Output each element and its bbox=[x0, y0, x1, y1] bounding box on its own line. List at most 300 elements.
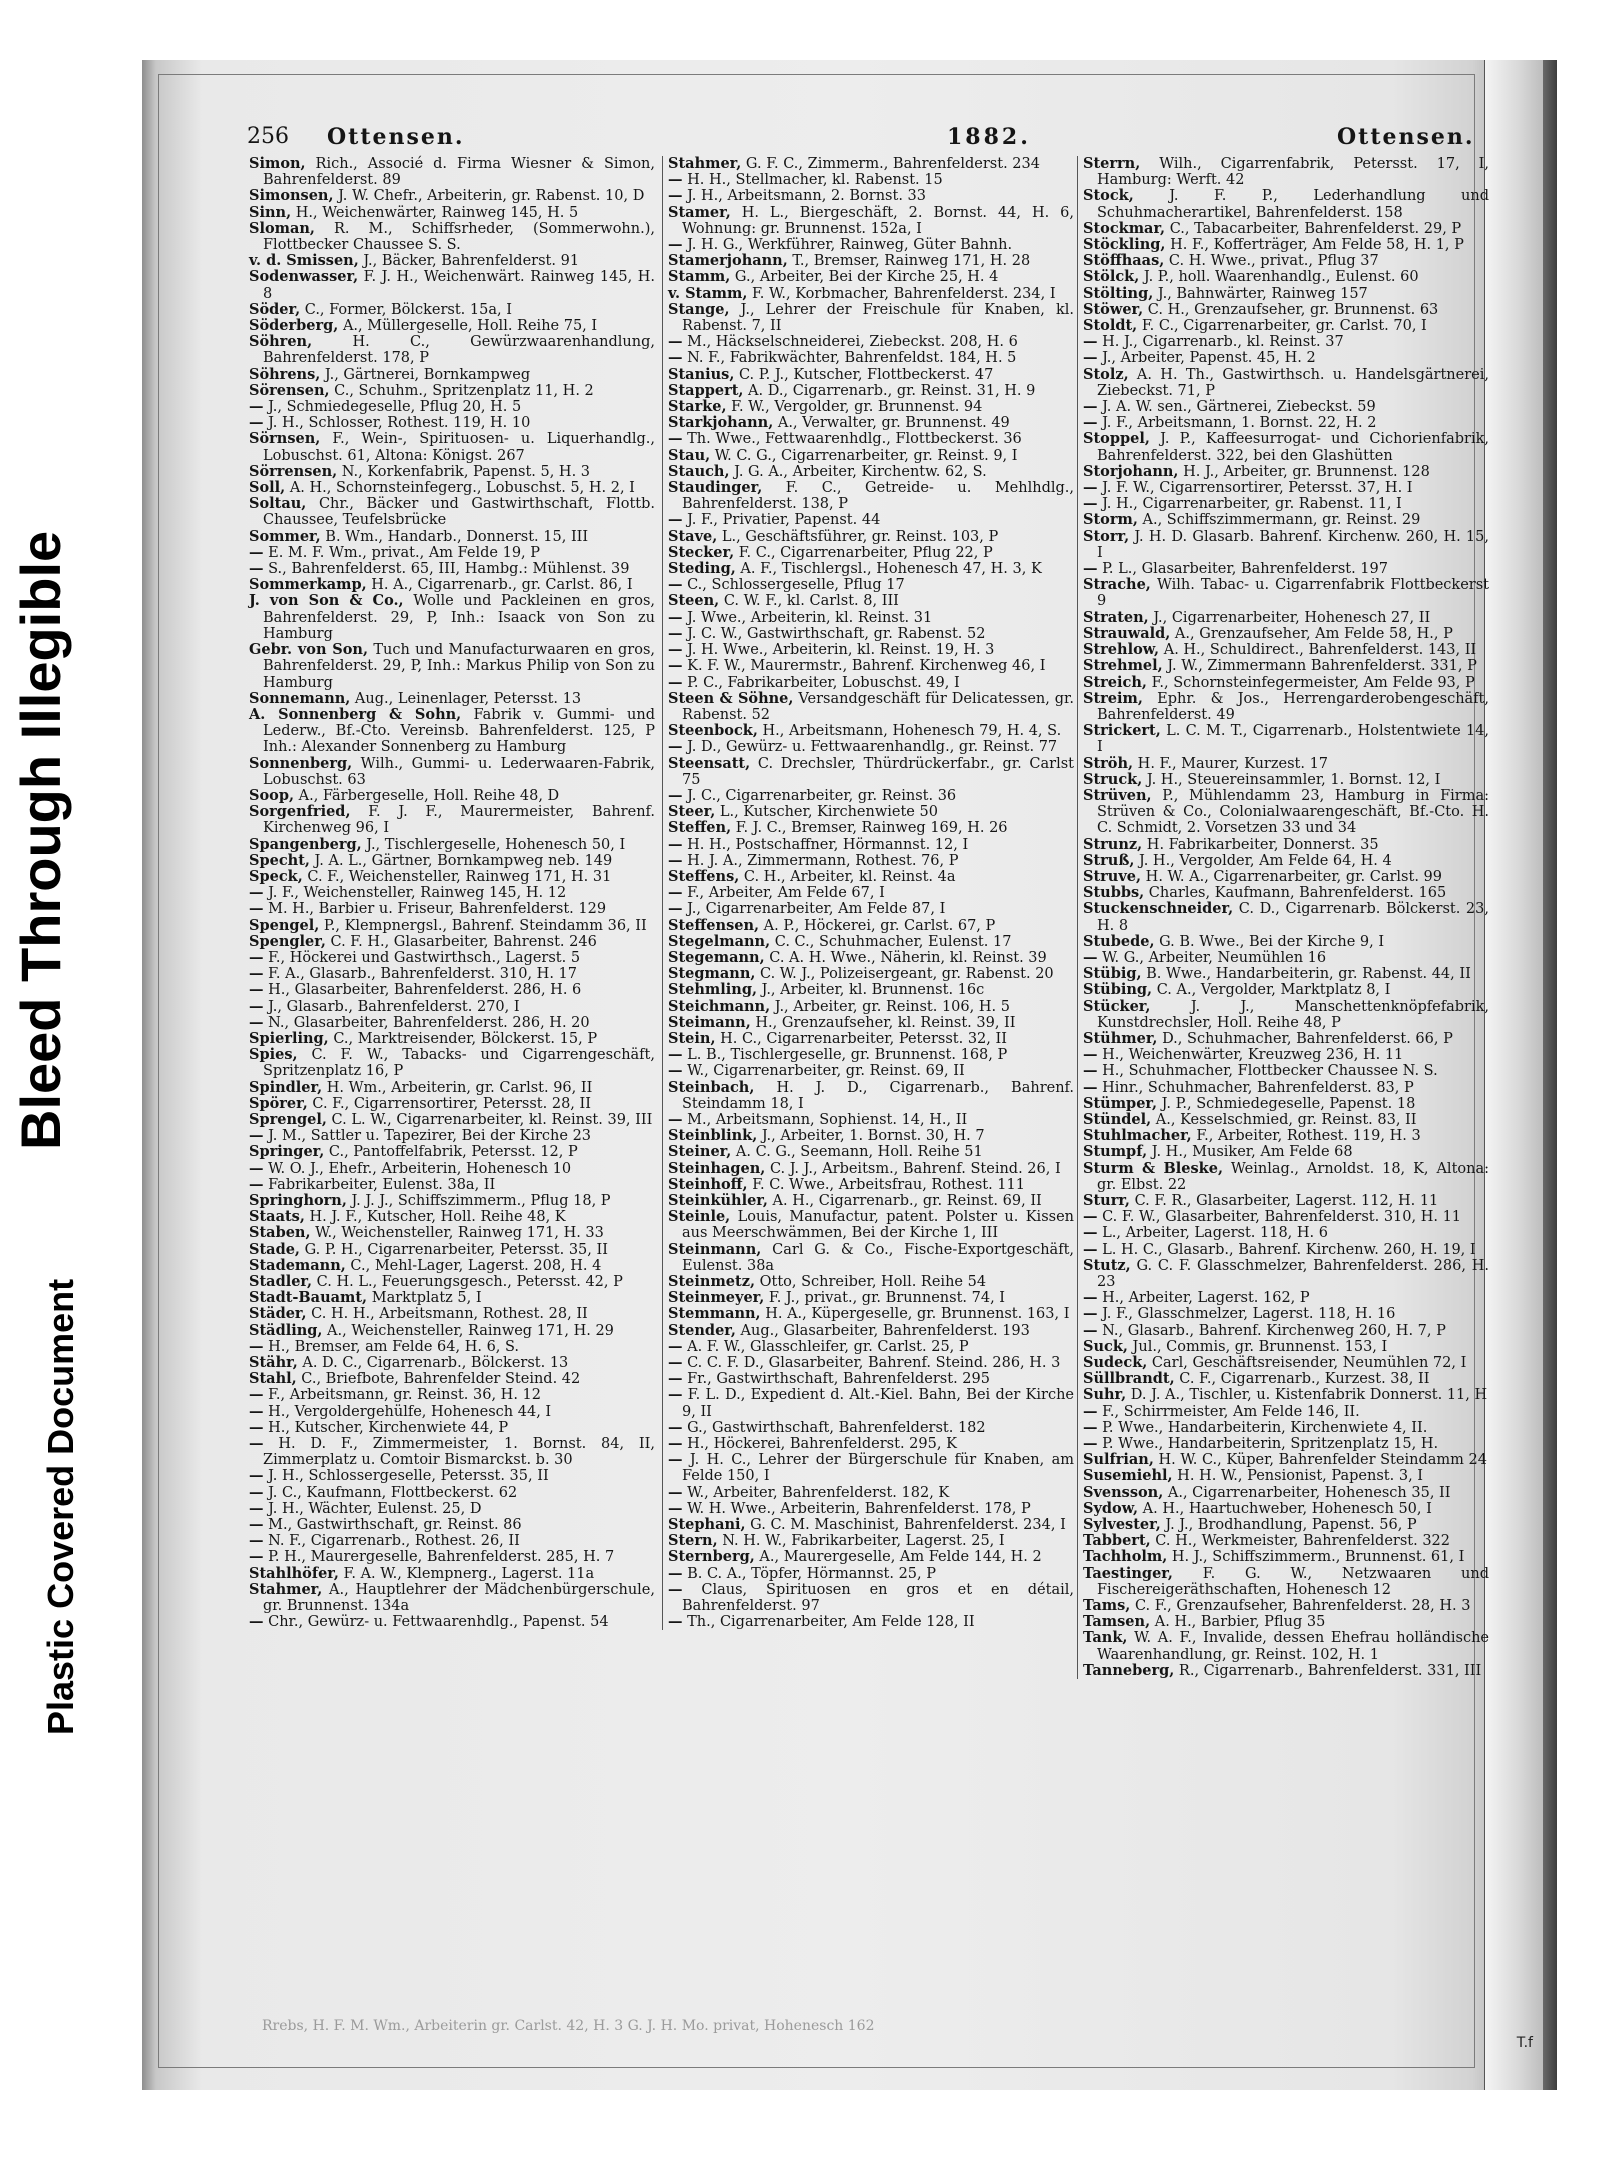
directory-entry bbox=[666, 1031, 1074, 1047]
entry-name: Stadler, bbox=[249, 1273, 313, 1291]
entry-details: Rich., Associé d. Firma Wiesner & Simon, Bahrenfelderst. 89 bbox=[263, 156, 655, 189]
directory-entry bbox=[666, 545, 1074, 561]
directory-entry bbox=[666, 1193, 1074, 1209]
entry-name: Sodenwasser, bbox=[249, 268, 359, 286]
directory-entry bbox=[666, 1080, 1074, 1112]
entry-name: Stümper, bbox=[1083, 1094, 1158, 1112]
entry-details: A., Grenzaufseher, Am Felde 58, H., P bbox=[1170, 625, 1453, 642]
entry-details: A., Verwalter, gr. Brunnenst. 49 bbox=[773, 415, 1010, 432]
entry-name: Stamer, bbox=[668, 203, 731, 221]
directory-entry bbox=[247, 1015, 655, 1031]
directory-entry bbox=[666, 982, 1074, 998]
entry-details: H., Grenzaufseher, kl. Reinst. 39, II bbox=[750, 1014, 1016, 1031]
entry-details: C. H., Grenzaufseher, gr. Brunnenst. 63 bbox=[1143, 301, 1439, 318]
entry-details: C. H. Wwe., privat., Pflug 37 bbox=[1164, 253, 1379, 270]
entry-details: C., Pantoffelfabrik, Petersst. 12, P bbox=[324, 1144, 578, 1161]
entry-name: — bbox=[668, 511, 683, 529]
entry-name: Stamerjohann, bbox=[668, 252, 788, 270]
entry-details: J. F., Privatier, Papenst. 44 bbox=[682, 512, 881, 529]
directory-entry bbox=[666, 723, 1074, 739]
entry-name: — bbox=[249, 1499, 264, 1517]
entry-details: F., Arbeiter, Am Felde 67, I bbox=[682, 885, 885, 902]
entry-details: J., Arbeiter, 1. Bornst. 30, H. 7 bbox=[757, 1128, 985, 1145]
entry-details: J. H. D. Glasarb. Bahrenf. Kirchenw. 260, H. 15, I bbox=[1097, 528, 1489, 561]
entry-name: — bbox=[668, 187, 683, 205]
entry-details: B. Wwe., Handarbeiterin, gr. Rabenst. 44, II bbox=[1141, 966, 1471, 983]
directory-entry bbox=[1081, 1533, 1489, 1549]
directory-entry bbox=[1081, 464, 1489, 480]
entry-name: — bbox=[668, 1564, 683, 1582]
entry-details: H. Wm., Arbeiterin, gr. Carlst. 96, II bbox=[322, 1079, 593, 1096]
directory-entry bbox=[666, 885, 1074, 901]
directory-entry bbox=[1081, 318, 1489, 334]
directory-entry bbox=[666, 1177, 1074, 1193]
entry-details: F. C. Wwe., Arbeitsfrau, Rothest. 111 bbox=[747, 1176, 1025, 1193]
directory-entry bbox=[1081, 626, 1489, 642]
entry-details: H. D. F., Zimmermeister, 1. Bornst. 84, II, Zimmerplatz u. Comtoir Bismarckst. b. 30 bbox=[263, 1436, 655, 1469]
entry-name: Stange, bbox=[668, 300, 730, 318]
entry-name: Sinn, bbox=[249, 203, 292, 221]
entry-name: Sterrn, bbox=[1083, 155, 1141, 172]
directory-entry bbox=[1081, 561, 1489, 577]
directory-entry bbox=[1081, 1144, 1489, 1160]
entry-details: J. C. W., Gastwirthschaft, gr. Rabenst. 52 bbox=[682, 625, 986, 642]
entry-name: Simon, bbox=[249, 155, 306, 172]
directory-entry bbox=[1081, 1371, 1489, 1387]
entry-details: J. F. W., Cigarrensortirer, Petersst. 37, H. I bbox=[1097, 480, 1413, 497]
entry-name: Stücker, bbox=[1083, 997, 1151, 1015]
directory-entry bbox=[666, 1501, 1074, 1517]
entry-details: C. F., Cigarrensortirer, Petersst. 28, II bbox=[307, 1095, 591, 1112]
entry-name: Struck, bbox=[1083, 770, 1143, 788]
entry-details: N. H. W., Fabrikarbeiter, Lagerst. 25, I bbox=[717, 1533, 1005, 1550]
entry-details: A., Maurergeselle, Am Felde 144, H. 2 bbox=[754, 1549, 1042, 1566]
directory-entry bbox=[666, 901, 1074, 917]
directory-entry bbox=[1081, 934, 1489, 950]
entry-name: Strauwald, bbox=[1083, 624, 1171, 642]
directory-entry bbox=[247, 1161, 655, 1177]
entry-details: H. L., Biergeschäft, 2. Bornst. 44, H. 6, Wohnung: gr. Brunnenst. 152a, I bbox=[682, 204, 1074, 237]
entry-name: Stegemann, bbox=[668, 948, 765, 966]
entry-name: — bbox=[1083, 1078, 1098, 1096]
entry-name: — bbox=[249, 948, 264, 966]
directory-entry bbox=[666, 642, 1074, 658]
entry-details: M., Häckselschneiderei, Ziebeckst. 208, H. 6 bbox=[682, 334, 1018, 351]
directory-entry bbox=[1081, 1663, 1489, 1679]
entry-details: D. J. A., Tischler, u. Kistenfabrik Donnerst. 11, H bbox=[1126, 1387, 1488, 1404]
entry-name: — bbox=[249, 1418, 264, 1436]
directory-entry bbox=[1081, 756, 1489, 772]
directory-entry bbox=[666, 1452, 1074, 1484]
entry-details: M. H., Barbier u. Friseur, Bahrenfelderst. 129 bbox=[263, 901, 607, 918]
entry-name: — bbox=[249, 997, 264, 1015]
entry-details: C. H. H., Arbeitsmann, Rothest. 28, II bbox=[306, 1306, 588, 1323]
directory-entry bbox=[247, 1080, 655, 1096]
entry-name: — bbox=[668, 657, 683, 675]
entry-name: — bbox=[249, 965, 264, 983]
column-1 bbox=[247, 156, 655, 1630]
entry-details: C. A., Vergolder, Marktplatz 8, I bbox=[1152, 982, 1391, 999]
entry-name: Sylvester, bbox=[1083, 1516, 1161, 1534]
entry-details: B. Wm., Handarb., Donnerst. 15, III bbox=[320, 528, 589, 545]
entry-details: H., Vergoldergehülfe, Hohenesch 44, I bbox=[263, 1403, 552, 1420]
entry-name: Strehlow, bbox=[1083, 641, 1160, 659]
entry-details: G. B. Wwe., Bei der Kirche 9, I bbox=[1154, 933, 1385, 950]
entry-details: Wolle und Packleinen en gros, Bahrenfelderst. 29, P, Inh.: Isaack von Son zu Hamburg bbox=[263, 593, 655, 642]
directory-entry bbox=[666, 756, 1074, 788]
entry-name: Soop, bbox=[249, 786, 295, 804]
directory-entry bbox=[666, 1339, 1074, 1355]
directory-entry bbox=[1081, 415, 1489, 431]
entry-name: Stölck, bbox=[1083, 268, 1140, 286]
entry-details: H. J. D., Cigarrenarb., Bahrenf. Steindamm 18, I bbox=[682, 1079, 1074, 1112]
entry-details: H., Arbeiter, Lagerst. 162, P bbox=[1097, 1290, 1310, 1307]
entry-details: Tuch und Manufacturwaaren en gros, Bahrenfelderst. 29, P, Inh.: Markus Philip von Son zu Hamburg bbox=[263, 642, 655, 691]
entry-details: H. J. F., Kutscher, Holl. Reihe 48, K bbox=[304, 1209, 566, 1226]
entry-details: H. H., Postschaffner, Hörmannst. 12, I bbox=[682, 836, 969, 853]
directory-entry bbox=[1081, 302, 1489, 318]
entry-details: C., Schuhm., Spritzenplatz 11, H. 2 bbox=[329, 382, 594, 399]
entry-name: Stoppel, bbox=[1083, 430, 1150, 448]
directory-entry bbox=[247, 1549, 655, 1565]
directory-entry bbox=[1081, 512, 1489, 528]
entry-details: F. C., Cigarrenarbeiter, gr. Carlst. 70, I bbox=[1137, 318, 1427, 335]
directory-entry bbox=[247, 1031, 655, 1047]
entry-details: L. C. M. T., Cigarrenarb., Holstentwiete 14, I bbox=[1097, 723, 1489, 756]
entry-name: Sulfrian, bbox=[1083, 1451, 1154, 1469]
directory-entry bbox=[666, 658, 1074, 674]
entry-name: — bbox=[668, 608, 683, 626]
entry-name: — bbox=[249, 1467, 264, 1485]
entry-details: A. H., Barbier, Pflug 35 bbox=[1150, 1614, 1326, 1631]
entry-details: G. F. C., Zimmerm., Bahrenfelderst. 234 bbox=[741, 156, 1040, 172]
directory-entry bbox=[666, 367, 1074, 383]
entry-details: F. J. H., Weichenwärt. Rainweg 145, H. 8 bbox=[263, 269, 655, 302]
entry-name: Staben, bbox=[249, 1224, 311, 1242]
entry-name: — bbox=[249, 981, 264, 999]
entry-name: Stademann, bbox=[249, 1256, 346, 1274]
directory-entry bbox=[247, 1468, 655, 1484]
entry-details: J., Cigarrenarbeiter, Am Felde 87, I bbox=[682, 901, 946, 918]
entry-details: P., Klempnergsl., Bahrenf. Steindamm 36, II bbox=[319, 917, 647, 934]
entry-details: Th., Cigarrenarbeiter, Am Felde 128, II bbox=[682, 1614, 975, 1631]
entry-name: Tabbert, bbox=[1083, 1532, 1151, 1550]
entry-details: B. C. A., Töpfer, Hörmannst. 25, P bbox=[682, 1565, 936, 1582]
entry-name: v. d. Smissen, bbox=[249, 252, 359, 270]
entry-details: A., Cigarrenarbeiter, Hohenesch 35, II bbox=[1163, 1484, 1451, 1501]
entry-details: C. P. J., Kutscher, Flottbeckerst. 47 bbox=[734, 366, 994, 383]
directory-entry bbox=[247, 1225, 655, 1241]
entry-name: Stübig, bbox=[1083, 965, 1142, 983]
directory-entry bbox=[1081, 1306, 1489, 1322]
entry-name: — bbox=[668, 786, 683, 804]
entry-details: T., Bremser, Rainweg 171, H. 28 bbox=[787, 253, 1031, 270]
directory-entry bbox=[247, 1614, 655, 1630]
entry-details: A., Kesselschmied, gr. Reinst. 83, II bbox=[1151, 1111, 1417, 1128]
page-number: 256 bbox=[247, 124, 289, 149]
entry-details: A. H., Haartuchweber, Hohenesch 50, I bbox=[1138, 1500, 1432, 1517]
entry-name: Sturr, bbox=[1083, 1192, 1130, 1209]
entry-name: Steinbach, bbox=[668, 1078, 755, 1096]
directory-entry bbox=[666, 1582, 1074, 1614]
entry-details: H. C., Gewürzwaarenhandlung, Bahrenfelderst. 178, P bbox=[263, 334, 655, 367]
entry-name: Storjohann, bbox=[1083, 462, 1179, 480]
directory-entry bbox=[666, 1387, 1074, 1419]
entry-details: K. F. W., Maurermstr., Bahrenf. Kirchenweg 46, I bbox=[682, 658, 1046, 675]
entry-details: Ephr. & Jos., Herrengarderobengeschäft, Bahrenfelderst. 49 bbox=[1097, 690, 1489, 723]
entry-details: C. F. R., Glasarbeiter, Lagerst. 112, H. 11 bbox=[1129, 1193, 1439, 1209]
entry-name: — bbox=[668, 171, 683, 189]
directory-entry bbox=[1081, 723, 1489, 755]
directory-entry bbox=[1081, 1258, 1489, 1290]
entry-details: Jul., Commis, gr. Brunnenst. 153, I bbox=[1127, 1338, 1388, 1355]
entry-details: H. J., Cigarrenarb., kl. Reinst. 37 bbox=[1097, 334, 1344, 351]
entry-details: C. A. H. Wwe., Näherin, kl. Reinst. 39 bbox=[764, 949, 1047, 966]
entry-details: W. G., Arbeiter, Neumühlen 16 bbox=[1097, 949, 1327, 966]
entry-name: v. Stamm, bbox=[668, 284, 748, 302]
directory-entry bbox=[247, 1485, 655, 1501]
entry-details: A., Weichensteller, Rainweg 171, H. 29 bbox=[322, 1322, 614, 1339]
entry-name: Starkjohann, bbox=[668, 414, 774, 432]
directory-entry bbox=[666, 1355, 1074, 1371]
directory-entry bbox=[666, 302, 1074, 334]
directory-entry bbox=[1081, 1080, 1489, 1096]
entry-name: — bbox=[668, 1337, 683, 1355]
entry-details: Carl G. & Co., Fische-Exportgeschäft, Eulenst. 38a bbox=[682, 1241, 1074, 1274]
entry-details: C. F. W., Glasarbeiter, Bahrenfelderst. 310, H. 11 bbox=[1097, 1209, 1462, 1226]
entry-name: Stoldt, bbox=[1083, 317, 1138, 335]
entry-details: J. P., Schmiedegeselle, Papenst. 18 bbox=[1157, 1095, 1416, 1112]
directory-entry bbox=[1081, 1355, 1489, 1371]
entry-name: Tachholm, bbox=[1083, 1548, 1168, 1566]
directory-entry bbox=[666, 1533, 1074, 1549]
entry-details: P. C., Fabrikarbeiter, Lobuschst. 49, I bbox=[682, 674, 960, 691]
entry-name: — bbox=[249, 1483, 264, 1501]
entry-details: F., Arbeiter, Rothest. 119, H. 3 bbox=[1191, 1128, 1421, 1145]
entry-details: A. D., Cigarrenarb., gr. Reinst. 31, H. 9 bbox=[743, 382, 1036, 399]
entry-details: A. F. W., Glasschleifer, gr. Carlst. 25, P bbox=[682, 1338, 969, 1355]
entry-details: A. F., Tischlergsl., Hohenesch 47, H. 3, K bbox=[735, 561, 1042, 578]
directory-entry bbox=[1081, 658, 1489, 674]
entry-name: — bbox=[1083, 1289, 1098, 1307]
directory-entry bbox=[666, 739, 1074, 755]
entry-details: J. C., Kaufmann, Flottbeckerst. 62 bbox=[263, 1484, 518, 1501]
entry-details: N., Glasarb., Bahrenf. Kirchenweg 260, H. 7, P bbox=[1097, 1322, 1446, 1339]
entry-name: Steinle, bbox=[668, 1208, 731, 1226]
entry-details: F., Höckerei und Gastwirthsch., Lagerst. 5 bbox=[263, 949, 581, 966]
year: 1882. bbox=[947, 124, 1031, 150]
entry-name: — bbox=[668, 349, 683, 367]
entry-name: Steinhagen, bbox=[668, 1159, 766, 1177]
directory-entry bbox=[247, 837, 655, 853]
entry-name: Stuhlmacher, bbox=[1083, 1127, 1192, 1145]
entry-details: F. A. W., Klempnerg., Lagerst. 11a bbox=[338, 1565, 595, 1582]
entry-name: — bbox=[668, 1370, 683, 1388]
entry-name: Tank, bbox=[1083, 1629, 1128, 1647]
entry-details: J. H., Schlossergeselle, Petersst. 35, II bbox=[263, 1468, 549, 1485]
entry-name: Söhrens, bbox=[249, 365, 321, 383]
entry-details: Fr., Gastwirthschaft, Bahrenfelderst. 295 bbox=[682, 1371, 990, 1388]
directory-entry bbox=[247, 1096, 655, 1112]
entry-details: J., Bäcker, Bahrenfelderst. 91 bbox=[358, 253, 580, 270]
entry-name: — bbox=[249, 1127, 264, 1145]
directory-entry bbox=[247, 496, 655, 528]
directory-entry bbox=[247, 1323, 655, 1339]
entry-details: C. F. W., Tabacks- und Cigarrengeschäft, Spritzenplatz 16, P bbox=[263, 1047, 655, 1080]
directory-entry bbox=[1081, 1420, 1489, 1436]
entry-name: — bbox=[249, 1532, 264, 1550]
directory-entry bbox=[247, 1517, 655, 1533]
directory-entry bbox=[247, 1290, 655, 1306]
entry-name: — bbox=[668, 624, 683, 642]
entry-details: J., Schmiedegeselle, Pflug 20, H. 5 bbox=[263, 399, 522, 416]
directory-entry bbox=[666, 1047, 1074, 1063]
entry-name: Stegmann, bbox=[668, 965, 756, 983]
entry-details: J. P., holl. Waarenhandlg., Eulenst. 60 bbox=[1139, 269, 1419, 286]
directory-entry bbox=[666, 1015, 1074, 1031]
entry-name: Sloman, bbox=[249, 219, 315, 237]
directory-entry bbox=[247, 901, 655, 917]
directory-entry bbox=[666, 1274, 1074, 1290]
entry-details: W., Cigarrenarbeiter, gr. Reinst. 69, II bbox=[682, 1063, 965, 1080]
entry-name: Stanius, bbox=[668, 365, 735, 383]
entry-details: R. M., Schiffsrheder, (Sommerwohn.), Flottbecker Chaussee S. S. bbox=[263, 220, 655, 254]
entry-name: — bbox=[668, 1418, 683, 1436]
entry-details: J. A. W. sen., Gärtnerei, Ziebeckst. 59 bbox=[1097, 399, 1376, 416]
entry-name: Soltau, bbox=[249, 495, 307, 513]
entry-details: C. C., Schuhmacher, Eulenst. 17 bbox=[770, 933, 1012, 950]
entry-name: Steen, bbox=[668, 592, 720, 610]
entry-name: Tamsen, bbox=[1083, 1613, 1151, 1631]
entry-name: Springer, bbox=[249, 1143, 325, 1161]
entry-details: N. F., Fabrikwächter, Bahrenfeldst. 184, H. 5 bbox=[682, 350, 1017, 367]
entry-name: Spengler, bbox=[249, 932, 326, 950]
entry-name: Straten, bbox=[1083, 608, 1149, 626]
directory-entry bbox=[247, 1209, 655, 1225]
entry-details: J. G. A., Arbeiter, Kirchentw. 62, S. bbox=[729, 463, 987, 480]
directory-entry bbox=[666, 512, 1074, 528]
directory-entry bbox=[247, 918, 655, 934]
directory-entry bbox=[666, 269, 1074, 285]
directory-entry bbox=[666, 1549, 1074, 1565]
entry-name: — bbox=[668, 1499, 683, 1517]
directory-entry bbox=[666, 610, 1074, 626]
entry-details: L., Kutscher, Kirchenwiete 50 bbox=[715, 804, 938, 821]
directory-entry bbox=[1081, 610, 1489, 626]
directory-entry bbox=[666, 675, 1074, 691]
entry-details: H., Höckerei, Bahrenfelderst. 295, K bbox=[682, 1436, 957, 1453]
directory-entry bbox=[1081, 837, 1489, 853]
entry-details: W., Arbeiter, Bahrenfelderst. 182, K bbox=[682, 1484, 950, 1501]
entry-details: M., Arbeitsmann, Sophienst. 14, H., II bbox=[682, 1111, 968, 1128]
directory-entry bbox=[1081, 334, 1489, 350]
entry-details: H., Schuhmacher, Flottbecker Chaussee N. S. bbox=[1097, 1063, 1438, 1080]
entry-name: — bbox=[249, 1175, 264, 1193]
entry-name: Stündel, bbox=[1083, 1110, 1152, 1128]
directory-entry bbox=[1081, 221, 1489, 237]
entry-name: Struve, bbox=[1083, 867, 1142, 885]
directory-entry bbox=[666, 626, 1074, 642]
directory-entry bbox=[1081, 853, 1489, 869]
entry-details: J. J. J., Schiffszimmerm., Pflug 18, P bbox=[346, 1193, 611, 1209]
entry-name: Stahmer, bbox=[668, 155, 742, 172]
entry-name: Streich, bbox=[1083, 673, 1147, 691]
entry-details: L., Geschäftsführer, gr. Reinst. 103, P bbox=[717, 528, 999, 545]
entry-name: — bbox=[249, 1013, 264, 1031]
directory-entry bbox=[247, 1566, 655, 1582]
directory-entry bbox=[247, 480, 655, 496]
entry-details: A. H., Schornsteinfegerg., Lobuschst. 5, H. 2, I bbox=[285, 480, 635, 497]
entry-name: Steensatt, bbox=[668, 754, 751, 772]
entry-details: H., Weichenwärter, Kreuzweg 236, H. 11 bbox=[1097, 1047, 1404, 1064]
directory-entry bbox=[666, 237, 1074, 253]
directory-entry bbox=[247, 950, 655, 966]
directory-entry bbox=[1081, 1452, 1489, 1468]
entry-details: J., Glasarb., Bahrenfelderst. 270, I bbox=[263, 998, 520, 1015]
entry-name: Steinmeyer, bbox=[668, 1289, 765, 1307]
entry-name: Sturm & Bleske, bbox=[1083, 1159, 1223, 1177]
entry-details: W. C. G., Cigarrenarbeiter, gr. Reinst. 9, I bbox=[710, 447, 1018, 464]
entry-name: — bbox=[1083, 1062, 1098, 1080]
entry-details: J. H., Vergolder, Am Felde 64, H. 4 bbox=[1134, 852, 1392, 869]
directory-entry bbox=[666, 1306, 1074, 1322]
directory-entry bbox=[247, 707, 655, 756]
directory-entry bbox=[666, 350, 1074, 366]
directory-entry bbox=[1081, 1501, 1489, 1517]
entry-name: Stöwer, bbox=[1083, 300, 1144, 318]
entry-details: H. W. C., Küper, Bahrenfelder Steindamm 24 bbox=[1153, 1452, 1487, 1469]
entry-name: — bbox=[249, 414, 264, 432]
entry-details: G. P. H., Cigarrenarbeiter, Petersst. 35, II bbox=[299, 1241, 608, 1258]
entry-name: Tanneberg, bbox=[1083, 1661, 1175, 1679]
entry-name: Sternberg, bbox=[668, 1548, 755, 1566]
directory-entry bbox=[666, 1566, 1074, 1582]
entry-name: Sonnemann, bbox=[249, 689, 351, 707]
directory-entry bbox=[1081, 529, 1489, 561]
entry-details: J. A. L., Gärtner, Bornkampweg neb. 149 bbox=[309, 852, 613, 869]
directory-entry bbox=[666, 529, 1074, 545]
entry-details: J. H., Musiker, Am Felde 68 bbox=[1147, 1144, 1353, 1161]
directory-entry bbox=[666, 1128, 1074, 1144]
directory-entry bbox=[247, 756, 655, 788]
entry-name: Sudeck, bbox=[1083, 1354, 1148, 1372]
entry-details: F., Schornsteinfegermeister, Am Felde 93, P bbox=[1146, 674, 1475, 691]
entry-name: — bbox=[249, 1386, 264, 1404]
entry-name: Sörnsen, bbox=[249, 430, 321, 448]
entry-details: J. J., Brodhandlung, Papenst. 56, P bbox=[1160, 1517, 1417, 1534]
entry-details: J. H., Cigarrenarbeiter, gr. Rabenst. 11, I bbox=[1097, 496, 1402, 513]
entry-name: Steiner, bbox=[668, 1143, 732, 1161]
side-labels bbox=[0, 0, 140, 2177]
entry-details: P. Wwe., Handarbeiterin, Spritzenplatz 15, H. bbox=[1097, 1436, 1439, 1453]
entry-details: F. J., privat., gr. Brunnenst. 74, I bbox=[764, 1290, 1006, 1307]
directory-entry bbox=[1081, 253, 1489, 269]
entry-name: Streim, bbox=[1083, 689, 1143, 707]
directory-entry bbox=[1081, 1436, 1489, 1452]
entry-name: — bbox=[249, 1613, 264, 1631]
entry-details: H., Arbeitsmann, Hohenesch 79, H. 4, S. bbox=[757, 723, 1062, 740]
entry-name: Sommer, bbox=[249, 527, 321, 545]
entry-details: H. A., Küpergeselle, gr. Brunnenst. 163, I bbox=[760, 1306, 1070, 1323]
entry-details: Aug., Glasarbeiter, Bahrenfelderst. 193 bbox=[735, 1322, 1030, 1339]
entry-details: J. H., Schlosser, Rothest. 119, H. 10 bbox=[263, 415, 531, 432]
entry-details: H. Fabrikarbeiter, Donnerst. 35 bbox=[1142, 836, 1379, 853]
entry-details: F., Wein-, Spirituosen- u. Liquerhandlg., Lobuschst. 61, Altona: Königst. 267 bbox=[263, 431, 655, 464]
entry-name: Stölting, bbox=[1083, 284, 1154, 302]
entry-details: L., Arbeiter, Lagerst. 118, H. 6 bbox=[1097, 1225, 1328, 1242]
directory-entry bbox=[1081, 350, 1489, 366]
directory-entry bbox=[1081, 1225, 1489, 1241]
